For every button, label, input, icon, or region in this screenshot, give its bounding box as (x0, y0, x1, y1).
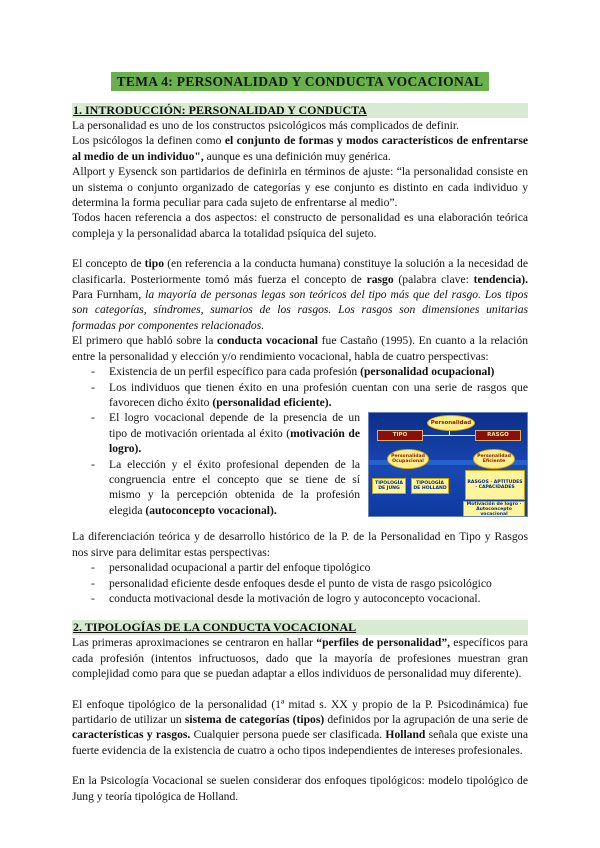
diagram-node-eficiente: Personalidad Eficiente (473, 449, 515, 469)
text: El enfoque tipológico de la personalidad (1ª mitad s. XX y propio de la P. Psicodinámica) fue partidario de utilizar un (72, 697, 528, 726)
paragraph: En la Psicología Vocacional se suelen considerar dos enfoques tipológicos: modelo tipológico de Jung y teoría tipológica de Holland. (72, 774, 528, 803)
text: Cualquier persona puede ser clasificada. (190, 728, 386, 742)
diagram-node-holland: TIPOLOGÍA DE HOLLAND (411, 478, 449, 494)
text: El concepto de (72, 257, 145, 271)
list-item: - personalidad ocupacional a partir del enfoque tipológico (72, 560, 528, 575)
diagram-node-rasgo: RASGO (475, 430, 521, 441)
bold-text: (personalidad eficiente). (212, 395, 332, 409)
diagram-node-jung: TIPOLOGÍA DE JUNG (372, 478, 406, 494)
text: definidos por la agrupación de una serie de (324, 712, 528, 726)
text: Para Furnham, (72, 288, 146, 302)
text: El primero que habló sobre la (72, 334, 218, 348)
text: Existencia de un perfil específico para cada profesión (109, 365, 361, 379)
text: Los individuos que tienen éxito en una profesión cuentan con una serie de rasgos que favorecen dicho éxito (109, 380, 528, 409)
paragraph: La personalidad es uno de los constructos psicológicos más complicados de definir. (72, 119, 460, 132)
paragraph (72, 635, 528, 681)
list-item: - personalidad eficiente desde enfoques desde el punto de vista de rasgo psicológico (72, 576, 528, 591)
paragraph: Todos hacen referencia a dos aspectos: el constructo de personalidad es una elaboración teórica compleja y la personalidad abarca la totalidad psíquica del sujeto. (72, 211, 528, 240)
paragraph: La diferenciación teórica y de desarrollo histórico de la P. de la Personalidad en Tipo y Rasgos nos sirve para delimitar estas perspectivas: (72, 530, 528, 559)
perspectives-list (72, 364, 528, 518)
list-item (72, 364, 528, 379)
paragraph (72, 133, 528, 164)
bold-text: tipo (144, 257, 164, 271)
bold-text: rasgo (366, 272, 394, 286)
paragraph (72, 697, 528, 759)
bold-text: conducta vocacional (217, 334, 318, 348)
text: La elección y el éxito profesional dependen de la congruencia entre el concepto que se tiene de sí mismo y la percepción obtenida de la profesión elegida (109, 457, 360, 517)
section-heading: 2. TIPOLOGÍAS DE LA CONDUCTA VOCACIONAL (72, 620, 528, 635)
text: específicos para cada profesión (intentos infructuosos, dado que la mayoría de profesiones muestran gran complejidad como para que se puedan adaptar a ellos individuos de personalidad muy diferente). (72, 636, 528, 681)
diagram-node-rasgos: RASGOS · APTITUDES · CAPACIDADES (465, 470, 525, 500)
paragraph: Allport y Eysenck son partidarios de definirla en términos de ajuste: “la personalidad consiste en un sistema o conjunto organizado de categorías y ese conjunto es distinto en cada individuo y determina la forma peculiar para cada sujeto de enfrentarse al medio”. (72, 165, 528, 210)
text: aunque es una definición muy genérica. (203, 149, 391, 163)
document-page (72, 72, 528, 804)
diagram-node-ocupacional: Personalidad Ocupacional (387, 449, 429, 469)
text: (palabra clave: (393, 272, 474, 286)
text: Los psicólogos la definen como (72, 134, 225, 148)
diagram-node-motivacion: Motivación de logro · Autoconcepto vocacional (463, 501, 525, 517)
text: fue Castaño (1995). En cuanto a la relación entre la personalidad y elección y/o rendimiento vocacional, habla de cuatro perspectivas: (72, 334, 528, 363)
bold-text: (autoconcepto vocacional). (145, 503, 277, 517)
bold-text: (personalidad ocupacional) (360, 365, 495, 379)
bold-text: sistema de categorías (tipos) (184, 712, 325, 726)
bold-text: características y rasgos. (72, 728, 191, 742)
list-item (72, 410, 528, 456)
delimit-list (72, 560, 528, 606)
bold-text: tendencia). (473, 272, 528, 286)
list-item (72, 457, 528, 519)
bold-text: “perfiles de personalidad”, (316, 636, 451, 650)
paragraph (72, 256, 528, 333)
paragraph (72, 333, 528, 364)
text: señala que existe una fuerte evidencia de la existencia de cuatro a ocho tipos independientes de intereses profesionales. (72, 728, 528, 757)
text: (en referencia a la conducta humana) constituye la solución a la necesidad de clasificarla. Posteriormente tomó más fuerza el concepto de (72, 257, 528, 286)
bold-text: motivación de logro). (109, 426, 360, 456)
section-heading: 1. INTRODUCCIÓN: PERSONALIDAD Y CONDUCTA (72, 103, 528, 118)
diagram-node-tipo: TIPO (377, 430, 423, 441)
diagram-node-personalidad: Personalidad (427, 415, 475, 431)
italic-text: la mayoría de personas legas son teóricos del tipo más que del rasgo. Los tipos son categorías, síndromes, sumarios de los rasgos. Los rasgos son dimensiones unitarias formadas por componentes relacionados. (72, 288, 528, 332)
bold-text: Holland (385, 728, 426, 742)
list-item (72, 380, 528, 411)
document-title: TEMA 4: PERSONALIDAD Y CONDUCTA VOCACIONAL (111, 72, 490, 91)
text: El logro vocacional depende de la presencia de un tipo de motivación orientada al éxito ( (109, 411, 360, 440)
text: Las primeras aproximaciones se centraron en hallar (72, 636, 317, 650)
bold-text: el conjunto de formas y modos característicos de enfrentarse al medio de un individuo", (72, 134, 528, 163)
list-item: - conducta motivacional desde la motivación de logro y autoconcepto vocacional. (72, 591, 528, 606)
